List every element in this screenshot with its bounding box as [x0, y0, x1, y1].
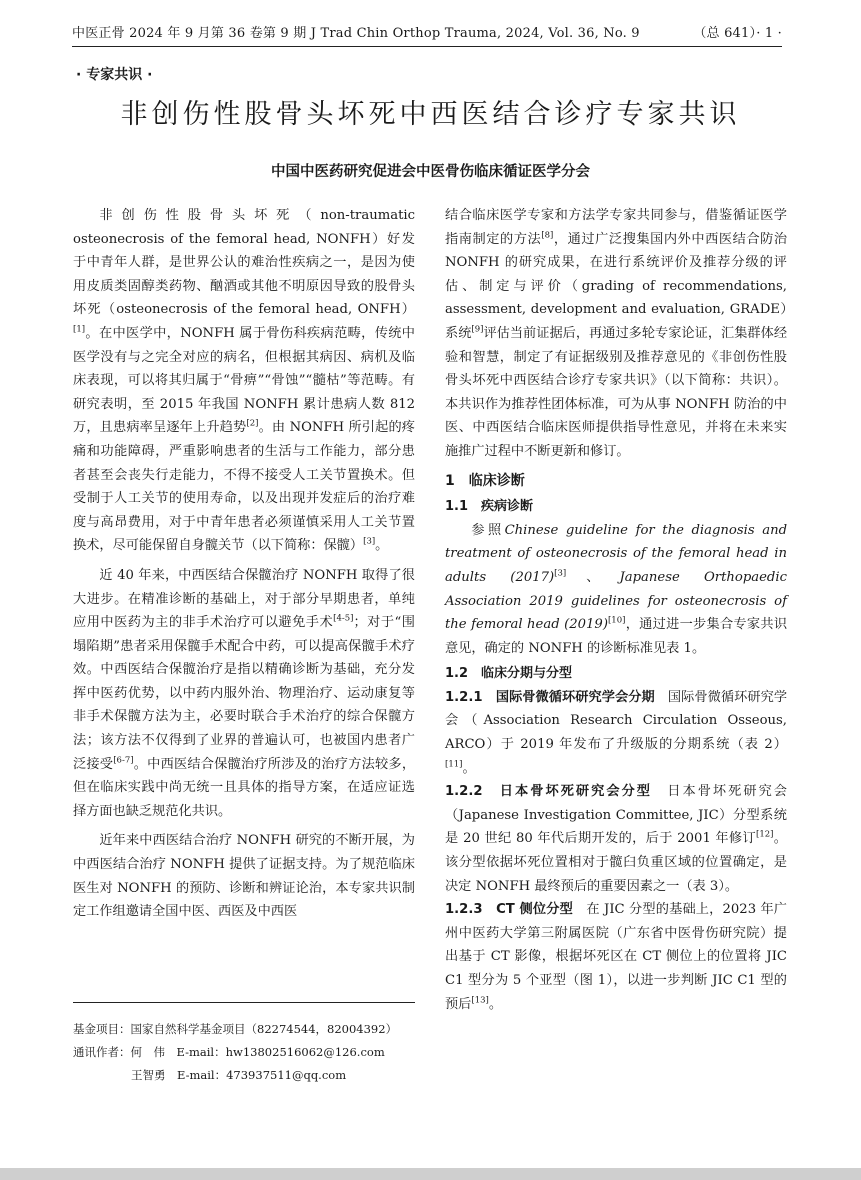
section-1-2-2: 1.2.2 日本骨坏死研究会分型 日本骨坏死研究会（Japanese Investigation Committee, JIC）分型系统是 20 世纪 80 年代后期开发的，后于 2001 年修订[12]。该分型依据坏死位置相对于髋臼负重区域的位置确定，是决定 NONFH 最终预后的重要因素之一（表 3）。	[445, 784, 787, 894]
footnote-rule	[73, 1002, 415, 1003]
footnotes	[73, 1018, 397, 1087]
citation-ref: [13]	[471, 995, 489, 1006]
citation-ref: [10]	[607, 615, 626, 626]
page-number: （总 641）· 1 ·	[693, 26, 782, 41]
diagnosis-paragraph: 参照Chinese guideline for the diagnosis and treatment of osteonecrosis of the femoral head in adults (2017)[3]、Japanese Orthopaedic Association 2019 guidelines for osteonecrosis of the femoral head (2019)[10]，通过进一步集合专家共识意见，确定的 NONFH 的诊断标准见表 1。	[445, 522, 788, 656]
intro-paragraph-2: 近 40 年来，中西医结合保髋治疗 NONFH 取得了很大进步。在精准诊断的基础上，对于部分早期患者，单纯应用中医药为主的非手术治疗可以避免手术[4-5]；对于“围塌陷期”患者采用保髋手术配合中药，可以提高保髋手术疗效。中西医结合保髋治疗是指以精确诊断为基础，充分发挥中医药优势，以中药内服外治、物理治疗、运动康复等非手术保髋方法为主，必要时联合手术治疗的综合保髋方法；该方法不仅得到了业界的普遍认可，也被国内患者广泛接受[6-7]。中西医结合保髋治疗所涉及的治疗方法较多，但在临床实践中尚无统一且具体的指导方案，在适应证选择方面也缺乏规范化共识。	[73, 567, 416, 819]
citation-ref: [9]	[471, 324, 484, 335]
author-organization: 中国中医药研究促进会中医骨伤临床循证医学分会	[271, 164, 590, 180]
section-1-2-1: 1.2.1 国际骨微循环研究学会分期 国际骨微循环研究学会（Association Research Circulation Osseous, ARCO）于 2019 年发布了升级版的分期系统（表 2）[11]。	[445, 689, 788, 776]
subheading-1-2-1: 1.2.1 国际骨微循环研究学会分期	[445, 689, 655, 705]
journal-citation: 中医正骨 2024 年 9 月第 36 卷第 9 期 J Trad Chin Orthop Trauma, 2024, Vol. 36, No. 9	[72, 26, 640, 41]
citation-ref: [3]	[363, 536, 376, 547]
subheading-1-2-3: 1.2.3 CT 侧位分型	[445, 902, 573, 918]
header-rule	[72, 46, 782, 47]
section-heading-1-2: 1.2 临床分期与分型	[445, 666, 573, 682]
citation-ref: [1]	[73, 324, 86, 335]
page-bottom-edge	[0, 1168, 861, 1180]
citation-ref: [4-5]	[333, 613, 354, 624]
article-title: 非创伤性股骨头坏死中西医结合诊疗专家共识	[120, 99, 741, 130]
citation-ref: [2]	[246, 418, 259, 429]
right-column	[445, 204, 787, 1016]
fund-note: 基金项目：国家自然科学基金项目（82274544，82004392）	[73, 1022, 398, 1036]
citation-ref: [3]	[554, 568, 567, 579]
section-heading-1: 1 临床诊断	[445, 472, 525, 489]
running-header	[72, 22, 782, 41]
citation-ref: [8]	[541, 230, 554, 241]
corresponding-author-2: 王智勇 E-mail：473937511@qq.com	[131, 1068, 347, 1082]
citation-ref: [11]	[445, 759, 463, 770]
intro-paragraph-continued: 结合临床医学专家和方法学专家共同参与，借鉴循证医学指南制定的方法[8]，通过广泛搜集国内外中西医结合防治 NONFH 的研究成果，在进行系统评价及推荐分级的评估、制定与评价（grading of recommendations, assessment, development and evaluation, GRADE）系统[9]评估当前证据后，再通过多轮专家论证，汇集群体经验和智慧，制定了有证据级别及推荐意见的《非创伤性股骨头坏死中西医结合诊疗专家共识》（以下简称：共识）。本共识作为推荐性团体标准，可为从事 NONFH 防治的中医、中西医结合临床医师提供指导性意见，并将在未来实施推广过程中不断更新和修订。	[445, 208, 788, 459]
section-heading-1-1: 1.1 疾病诊断	[445, 499, 534, 515]
intro-paragraph-3: 近年来中西医结合治疗 NONFH 研究的不断开展，为中西医结合治疗 NONFH 提供了证据支持。为了规范临床医生对 NONFH 的预防、诊断和辨证论治，本专家共识制定工作组邀请全国中医、西医及中西医	[73, 833, 415, 920]
citation-ref: [6-7]	[113, 755, 134, 766]
corresponding-author-1: 通讯作者：何 伟 E-mail：hw13802516062@126.com	[73, 1045, 385, 1059]
intro-paragraph-1: 非创伤性股骨头坏死（non-traumatic osteonecrosis of the femoral head, NONFH）好发于中青年人群，是世界公认的难治性疾病之一，是因为使用皮质类固醇类药物、酗酒或其他不明原因导致的股骨头坏死（osteonecrosis of the femoral head, ONFH）[1]。在中医学中，NONFH 属于骨伤科疾病范畴，传统中医学没有与之完全对应的病名，但根据其病因、病机及临床表现，可以将其归属于“骨痹”“骨蚀”“髓枯”等范畴。有研究表明，至 2015 年我国 NONFH 累计患病人数 812 万，且患病率呈逐年上升趋势[2]。由 NONFH 所引起的疼痛和功能障碍，严重影响患者的生活与工作能力，部分患者甚至会丧失行走能力，不得不接受人工关节置换术。但受制于人工关节的使用寿命，以及出现并发症后的治疗难度与高昂费用，对于中青年患者必须谨慎采用人工关节置换术，尽可能保留自身髋关节（以下简称：保髋）[3]。	[73, 208, 415, 554]
citation-ref: [12]	[756, 830, 774, 841]
left-column	[73, 204, 415, 924]
column-label: · 专家共识 ·	[76, 67, 153, 83]
subheading-1-2-2: 1.2.2 日本骨坏死研究会分型	[445, 784, 653, 800]
section-1-2-3: 1.2.3 CT 侧位分型 在 JIC 分型的基础上，2023 年广州中医药大学第三附属医院（广东省中医骨伤研究院）提出基于 CT 影像，根据坏死区在 CT 侧位上的位置将 JIC C1 型分为 5 个亚型（图 1），以进一步判断 JIC C1 型的预后[13]。	[445, 902, 787, 1012]
